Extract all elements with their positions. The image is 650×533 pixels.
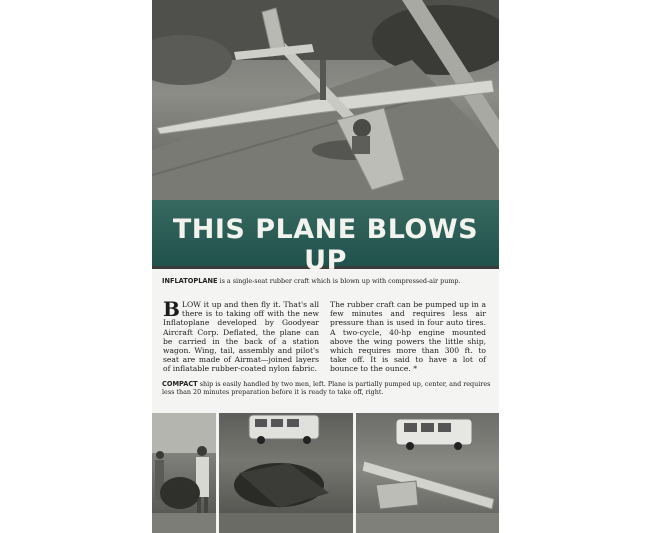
headline: THIS PLANE BLOWS UP (172, 214, 479, 269)
photo-ready-to-take-off (356, 413, 499, 533)
photo-men-handling-ship (152, 413, 216, 533)
top-caption-lead: INFLATOPLANE (162, 277, 218, 285)
bottom-caption (162, 380, 492, 396)
magazine-page (152, 0, 499, 533)
article-column-1 (163, 297, 319, 374)
photo-partially-pumped (219, 413, 353, 533)
top-caption (162, 277, 492, 285)
bottom-caption-lead: COMPACT (162, 380, 198, 388)
hero-photo (152, 0, 499, 269)
article-column-1-text: LOW it up and then fly it. That's all there is to taking off with the new Inflatoplane developed by Goodyear Aircraft Corp. Deflated, the plane can be carried in the back of a station wagon. Wing, tail, assembly and pilot's seat are made of Airmat—joined layers of inflatable rubber-coated nylon fabric. (163, 300, 319, 374)
article-column-2-text: The rubber craft can be pumped up in a few minutes and requires less air pressure than is used in four auto tires. A two-cycle, 40-hp engine mounted above the wing powers the little ship, which requires more than 300 ft. to take off. It is said to have a lot of bounce to the ounce. * (330, 300, 486, 374)
bottom-caption-text: ship is easily handled by two men, left. Plane is partially pumped up, center, and requires less than 20 minutes preparation before it is ready to take off, right. (162, 380, 491, 396)
drop-cap: B (163, 297, 180, 321)
article-column-2 (330, 300, 486, 374)
top-caption-text: is a single-seat rubber craft which is blown up with compressed-air pump. (219, 277, 461, 285)
